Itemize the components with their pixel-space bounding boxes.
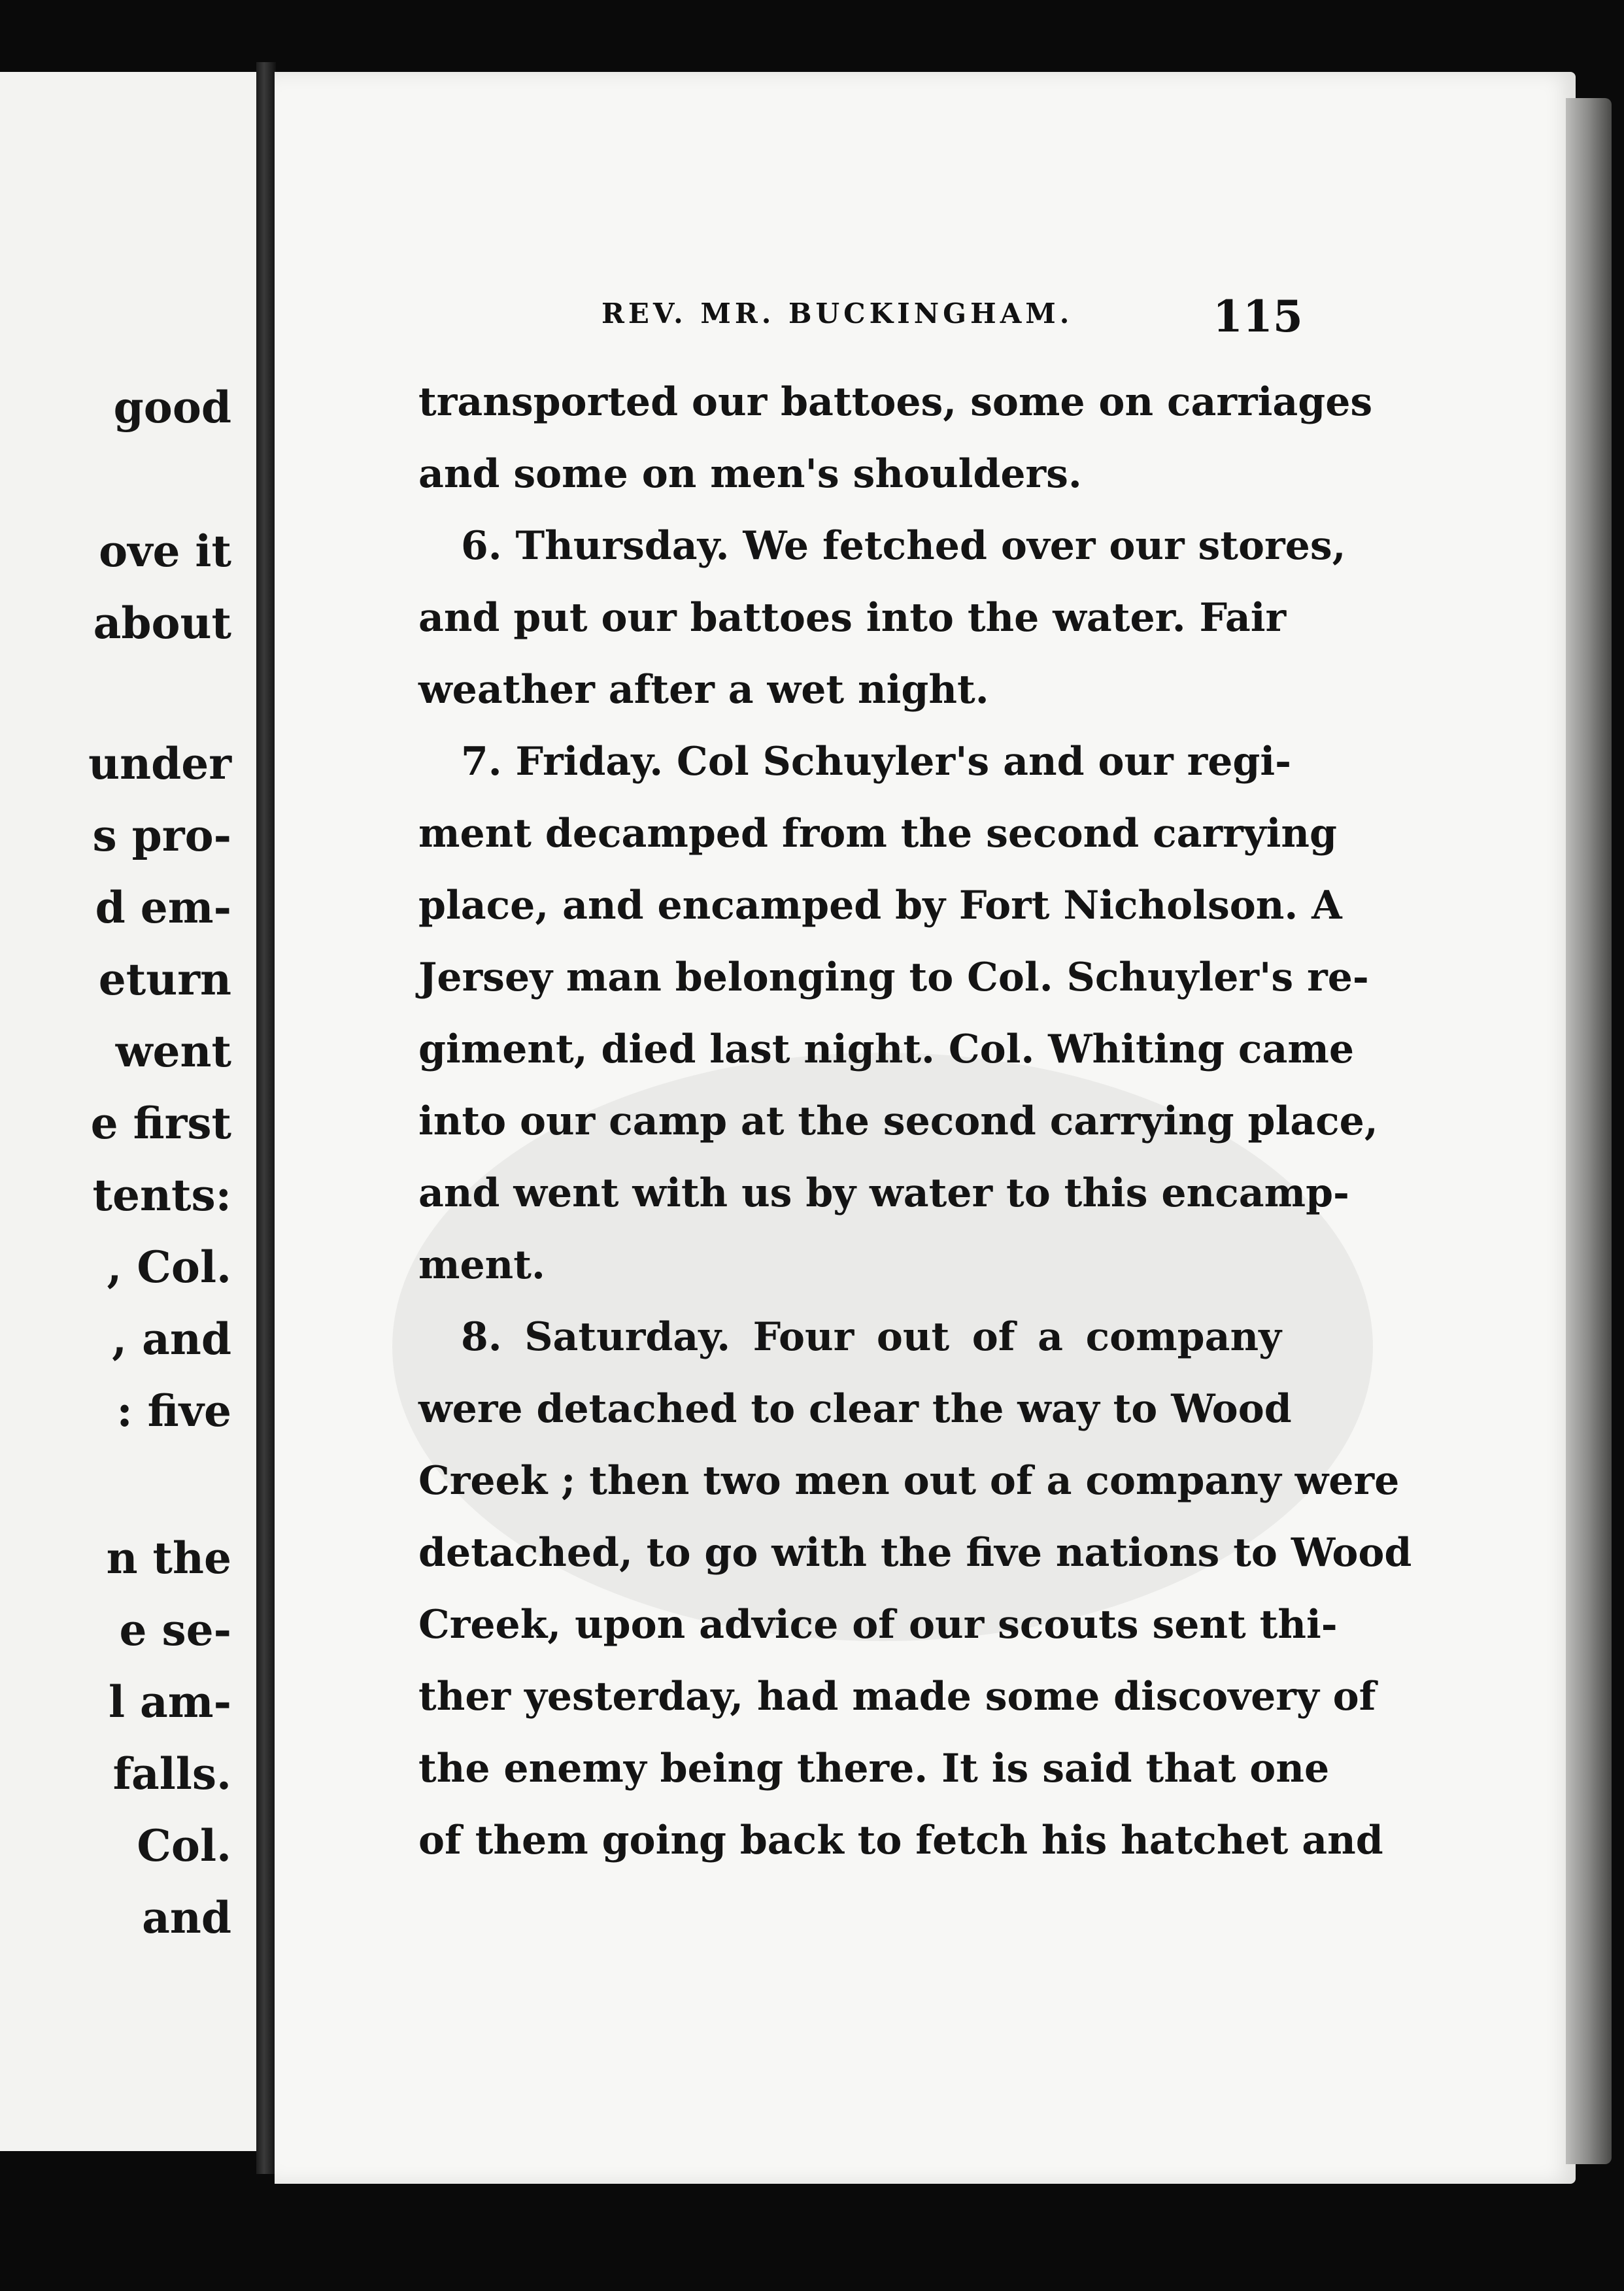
left-page-line: , and bbox=[112, 1314, 231, 1365]
text-line: and some on men's shoulders. bbox=[418, 451, 1082, 497]
book-gutter bbox=[256, 62, 276, 2174]
left-page-line: s pro- bbox=[92, 810, 231, 861]
left-page-line: n the bbox=[106, 1533, 231, 1584]
text-line: place, and encamped by Fort Nicholson. A bbox=[418, 883, 1342, 928]
page-edge bbox=[1566, 98, 1612, 2164]
text-line: ther yesterday, had made some discovery of bbox=[418, 1674, 1376, 1720]
left-page-line: under bbox=[88, 738, 231, 789]
text-line: the enemy being there. It is said that one bbox=[418, 1746, 1330, 1791]
left-page-line: falls. bbox=[112, 1748, 231, 1799]
text-line: ment decamped from the second carrying bbox=[418, 811, 1337, 857]
text-line: weather after a wet night. bbox=[418, 667, 989, 713]
left-page-line: l am- bbox=[108, 1676, 231, 1727]
text-line: detached, to go with the five nations to Wood bbox=[418, 1530, 1412, 1576]
text-line: transported our battoes, some on carriages bbox=[418, 379, 1373, 425]
text-line: and put our battoes into the water. Fair bbox=[418, 595, 1287, 641]
left-page-line: eturn bbox=[98, 954, 231, 1005]
left-page bbox=[0, 72, 260, 2151]
left-page-line: good bbox=[113, 382, 231, 433]
left-page-line: d em- bbox=[95, 882, 231, 933]
left-page-line: e se- bbox=[119, 1604, 231, 1655]
left-page-line: and bbox=[142, 1892, 231, 1943]
text-line: Creek ; then two men out of a company were bbox=[418, 1458, 1400, 1504]
text-line: of them going back to fetch his hatchet and bbox=[418, 1818, 1383, 1863]
text-line: Jersey man belonging to Col. Schuyler's re- bbox=[418, 955, 1369, 1000]
text-line: into our camp at the second carrying place, bbox=[418, 1098, 1378, 1144]
running-title: REV. MR. BUCKINGHAM. bbox=[601, 297, 1074, 330]
left-page-line: , Col. bbox=[107, 1242, 231, 1293]
left-page-line: tents: bbox=[92, 1170, 231, 1221]
text-line: 6. Thursday. We fetched over our stores, bbox=[461, 523, 1346, 569]
left-page-line: about bbox=[93, 598, 231, 649]
left-page-line: e first bbox=[90, 1098, 231, 1149]
left-page-line: ove it bbox=[99, 526, 231, 577]
text-line: and went with us by water to this encamp- bbox=[418, 1170, 1349, 1216]
left-page-line: Col. bbox=[137, 1820, 231, 1871]
left-page-line: went bbox=[115, 1026, 231, 1077]
page-number: 115 bbox=[1213, 291, 1303, 342]
text-line: ment. bbox=[418, 1242, 545, 1288]
text-line: 8. Saturday. Four out of a company bbox=[461, 1314, 1281, 1360]
text-line: giment, died last night. Col. Whiting came bbox=[418, 1027, 1355, 1072]
left-page-line: : five bbox=[116, 1385, 231, 1436]
text-line: 7. Friday. Col Schuyler's and our regi- bbox=[461, 739, 1292, 785]
text-line: Creek, upon advice of our scouts sent thi- bbox=[418, 1602, 1338, 1648]
text-line: were detached to clear the way to Wood bbox=[418, 1386, 1292, 1432]
